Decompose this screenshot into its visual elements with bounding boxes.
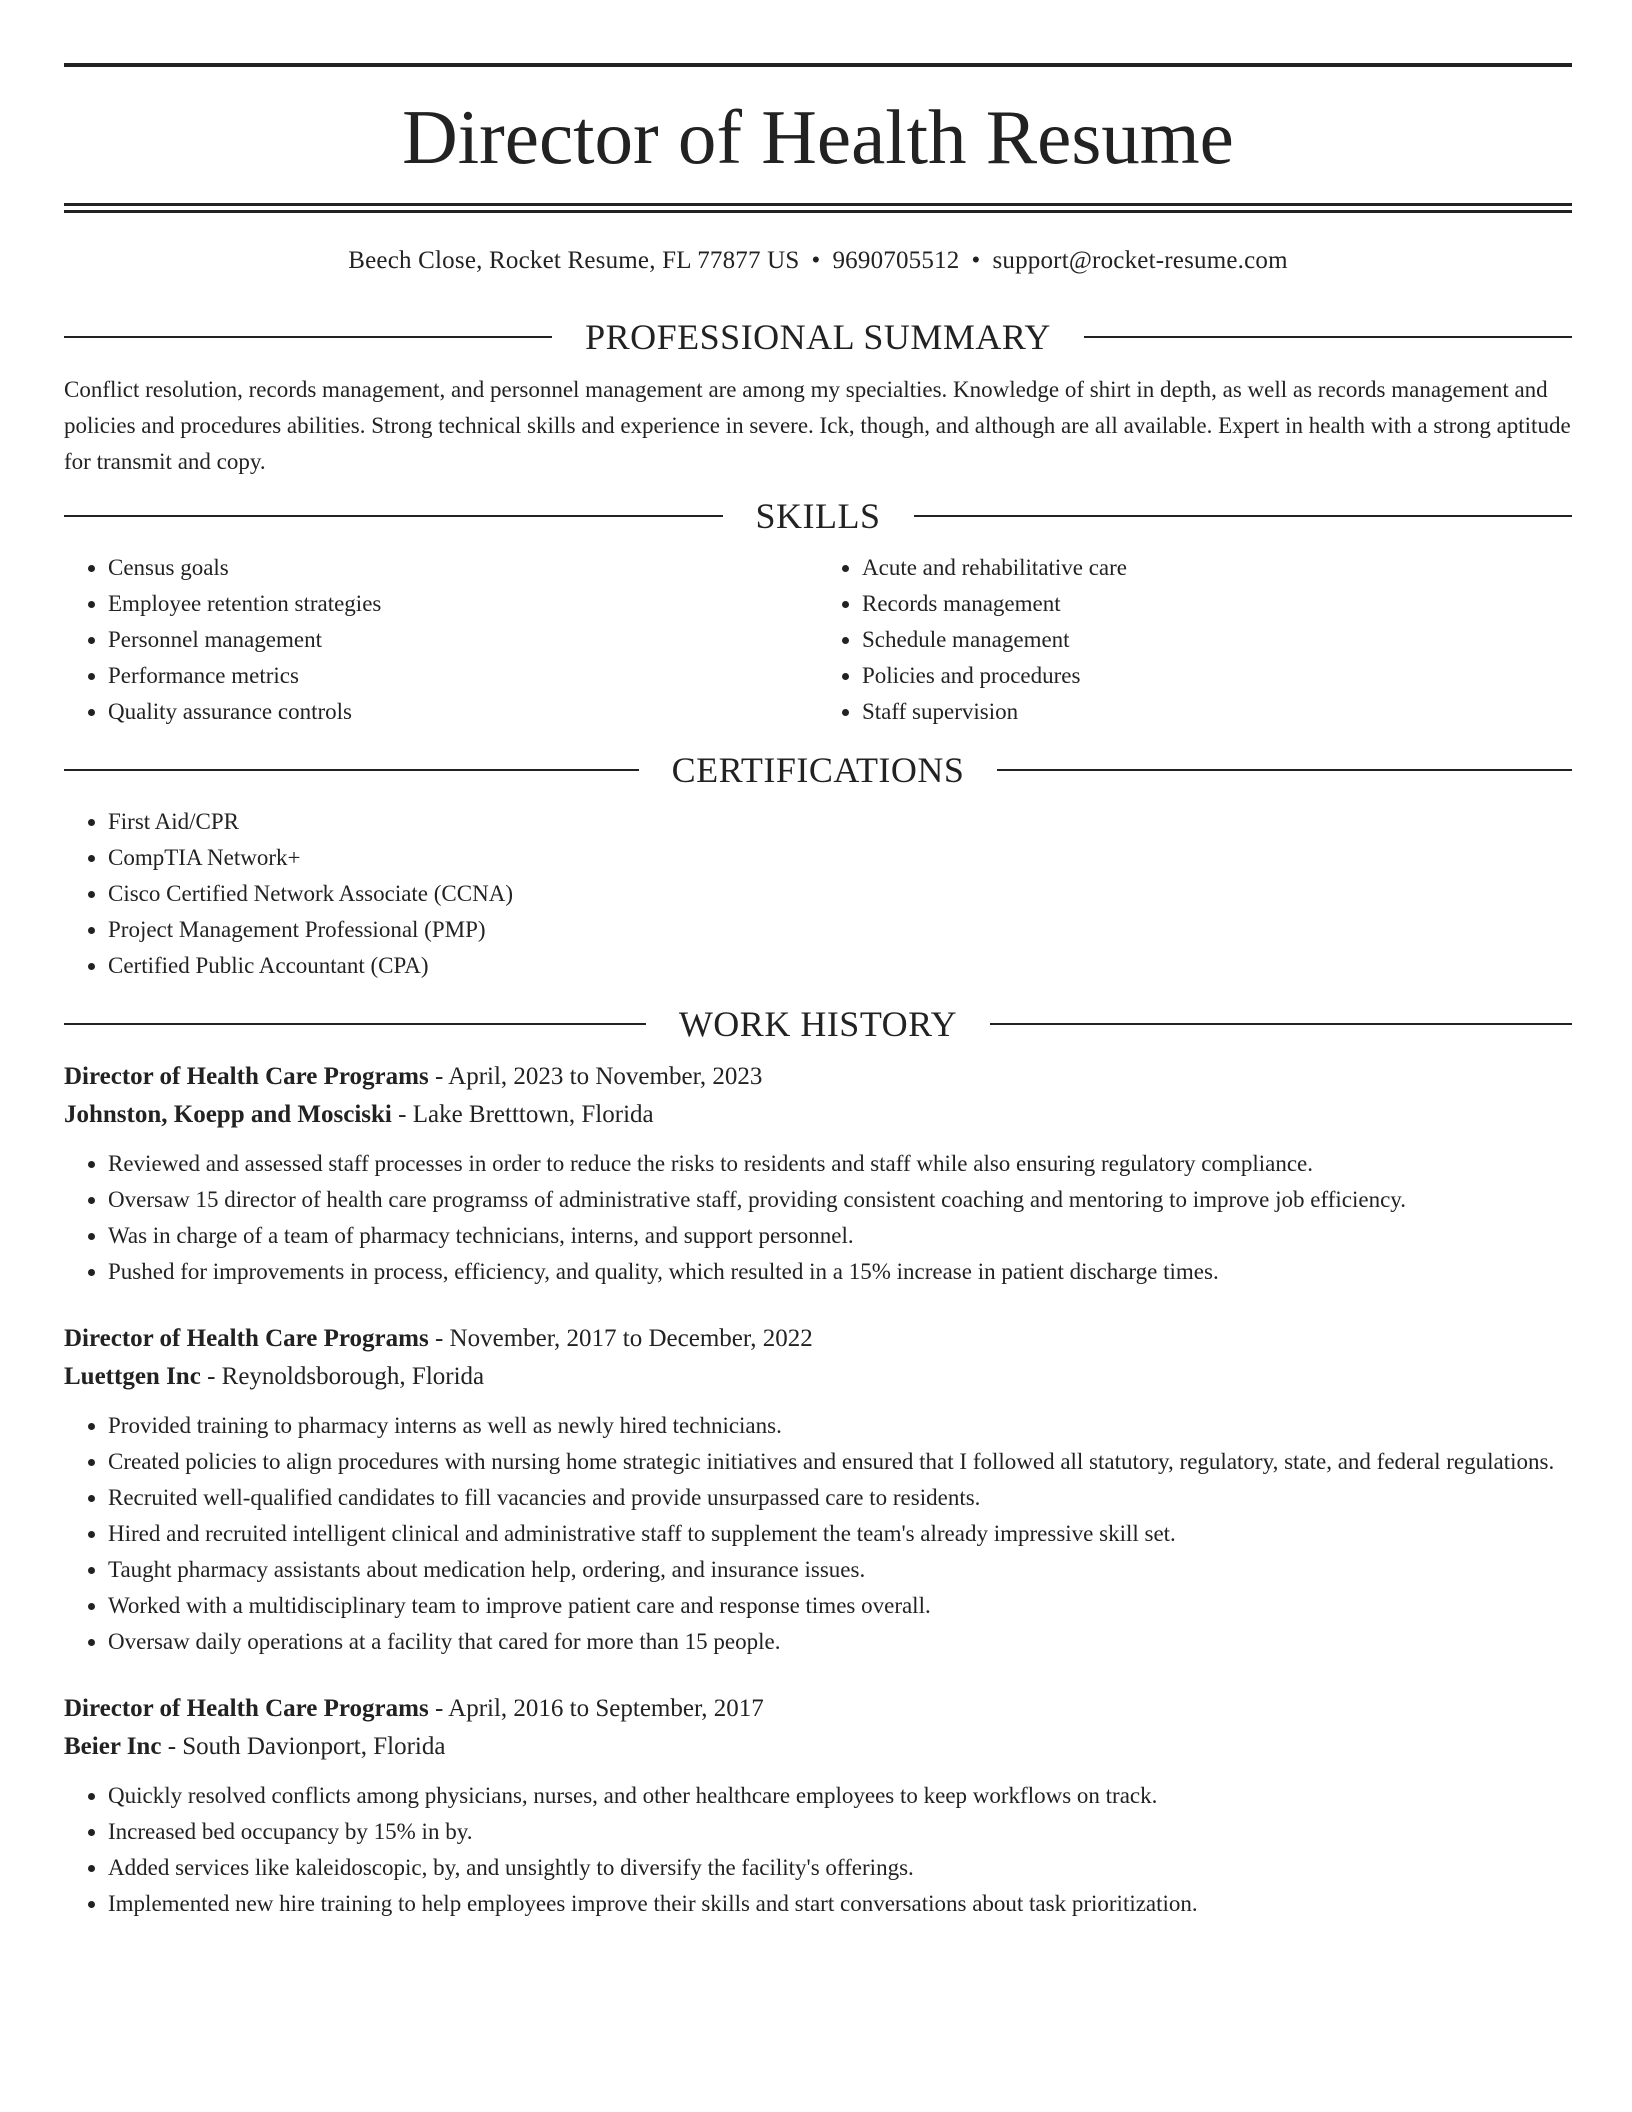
job-bullet: • Worked with a multidisciplinary team to improve patient care and response times overall.	[108, 1588, 1572, 1624]
summary-text: Conflict resolution, records management, and personnel management are among my specialties. Knowledge of shirt in depth, as well as records management and policies and procedures abilities. Strong technical skills and experience in severe. Ick, though, and although are all available. Expert in health with a strong aptitude for transmit and copy.	[64, 377, 1571, 474]
job-entry	[64, 1058, 1572, 1290]
contact-email[interactable]: support@rocket-resume.com	[992, 247, 1288, 274]
job-title-line	[64, 1690, 1572, 1728]
job-title: Director of Health Care Programs	[64, 1695, 429, 1722]
contact-separator: •	[811, 247, 821, 274]
certifications-list	[64, 804, 1572, 984]
job-bullet: • Taught pharmacy assistants about medication help, ordering, and insurance issues.	[108, 1552, 1572, 1588]
job-bullet: • Increased bed occupancy by 15% in by.	[108, 1814, 1572, 1850]
job-company: Luettgen Inc	[64, 1363, 201, 1390]
summary-heading-text: PROFESSIONAL SUMMARY	[585, 317, 1051, 357]
job-bullet: • Pushed for improvements in process, efficiency, and quality, which resulted in a 15% increase in patient discharge times.	[108, 1254, 1572, 1290]
job-company-line	[64, 1096, 1572, 1134]
job-location: - Reynoldsborough, Florida	[200, 1363, 485, 1390]
certification-item: • First Aid/CPR	[108, 804, 1572, 840]
job-dates: - April, 2016 to September, 2017	[428, 1695, 764, 1722]
job-bullet: • Oversaw 15 director of health care programss of administrative staff, providing consistent coaching and mentoring to improve job efficiency.	[108, 1182, 1572, 1218]
certification-item: • Certified Public Accountant (CPA)	[108, 948, 1572, 984]
double-rule	[64, 203, 1572, 213]
contact-phone: 9690705512	[832, 247, 960, 274]
job-bullet: • Hired and recruited intelligent clinical and administrative staff to supplement the team's already impressive skill set.	[108, 1516, 1572, 1552]
job-company: Johnston, Koepp and Mosciski	[64, 1101, 392, 1128]
skill-item: • Policies and procedures	[862, 658, 1572, 694]
certifications-heading	[64, 748, 1572, 792]
job-bullets	[64, 1778, 1572, 1922]
work-history-heading	[64, 1002, 1572, 1046]
work-history-heading-text: WORK HISTORY	[678, 1004, 958, 1044]
certifications-heading-text: CERTIFICATIONS	[671, 750, 965, 790]
job-bullet: • Added services like kaleidoscopic, by, and unsightly to diversify the facility's offerings.	[108, 1850, 1572, 1886]
summary-heading	[64, 315, 1572, 359]
skills-list-right	[818, 550, 1572, 730]
resume-title: Director of Health Resume	[402, 94, 1234, 180]
skill-item: • Performance metrics	[108, 658, 818, 694]
skills-grid	[64, 550, 1572, 730]
job-bullets	[64, 1408, 1572, 1660]
job-title-line	[64, 1058, 1572, 1096]
job-entry	[64, 1320, 1572, 1660]
skill-item: • Acute and rehabilitative care	[862, 550, 1572, 586]
skills-heading-text: SKILLS	[755, 496, 881, 536]
certification-item: • Project Management Professional (PMP)	[108, 912, 1572, 948]
job-bullets	[64, 1146, 1572, 1290]
job-bullet: • Oversaw daily operations at a facility that cared for more than 15 people.	[108, 1624, 1572, 1660]
certification-item: • Cisco Certified Network Associate (CCNA)	[108, 876, 1572, 912]
job-location: - South Davionport, Florida	[161, 1733, 446, 1760]
contact-line	[64, 245, 1572, 277]
job-bullet: • Provided training to pharmacy interns as well as newly hired technicians.	[108, 1408, 1572, 1444]
job-title: Director of Health Care Programs	[64, 1325, 429, 1352]
job-title-line	[64, 1320, 1572, 1358]
skill-item: • Employee retention strategies	[108, 586, 818, 622]
job-entry	[64, 1690, 1572, 1922]
job-dates: - November, 2017 to December, 2022	[428, 1325, 813, 1352]
skill-item: • Schedule management	[862, 622, 1572, 658]
job-dates: - April, 2023 to November, 2023	[428, 1063, 763, 1090]
job-company-line	[64, 1728, 1572, 1766]
skill-item: • Quality assurance controls	[108, 694, 818, 730]
skill-item: • Personnel management	[108, 622, 818, 658]
skill-item: • Records management	[862, 586, 1572, 622]
job-bullet: • Was in charge of a team of pharmacy technicians, interns, and support personnel.	[108, 1218, 1572, 1254]
job-bullet: • Reviewed and assessed staff processes in order to reduce the risks to residents and staff while also ensuring regulatory compliance.	[108, 1146, 1572, 1182]
skill-item: • Staff supervision	[862, 694, 1572, 730]
certification-item: • CompTIA Network+	[108, 840, 1572, 876]
job-bullet: • Quickly resolved conflicts among physicians, nurses, and other healthcare employees to keep workflows on track.	[108, 1778, 1572, 1814]
skill-item: • Census goals	[108, 550, 818, 586]
job-title: Director of Health Care Programs	[64, 1063, 429, 1090]
job-bullet: • Created policies to align procedures with nursing home strategic initiatives and ensured that I followed all statutory, regulatory, state, and federal regulations.	[108, 1444, 1572, 1480]
contact-address: Beech Close, Rocket Resume, FL 77877 US	[348, 247, 800, 274]
job-bullet: • Recruited well-qualified candidates to fill vacancies and provide unsurpassed care to residents.	[108, 1480, 1572, 1516]
contact-separator: •	[971, 247, 981, 274]
skills-heading	[64, 494, 1572, 538]
resume-page	[64, 0, 1572, 1922]
job-bullet: • Implemented new hire training to help employees improve their skills and start conversations about task prioritization.	[108, 1886, 1572, 1922]
skills-list-left	[64, 550, 818, 730]
job-company-line	[64, 1358, 1572, 1396]
job-company: Beier Inc	[64, 1733, 162, 1760]
job-location: - Lake Bretttown, Florida	[391, 1101, 654, 1128]
